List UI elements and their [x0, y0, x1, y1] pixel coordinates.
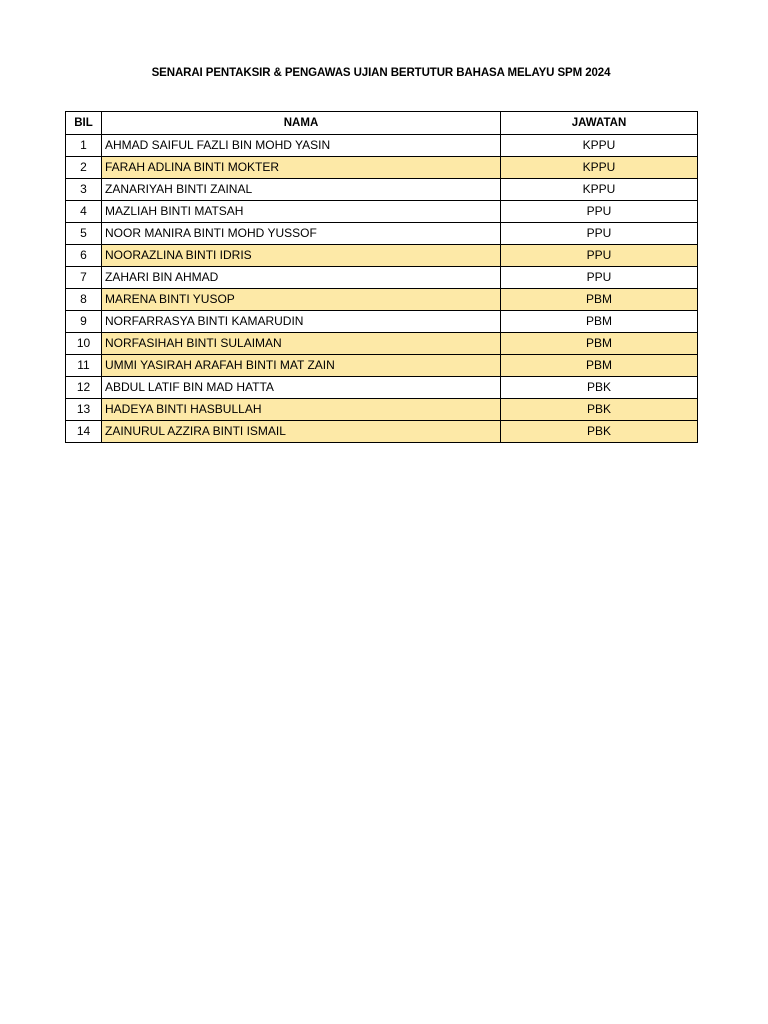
table-row — [66, 377, 698, 399]
cell-nama: ZAINURUL AZZIRA BINTI ISMAIL — [102, 421, 501, 443]
header-row — [66, 112, 698, 135]
table-header — [66, 112, 698, 135]
table-row — [66, 245, 698, 267]
cell-nama: ABDUL LATIF BIN MAD HATTA — [102, 377, 501, 399]
table-row — [66, 201, 698, 223]
page-title: SENARAI PENTAKSIR & PENGAWAS UJIAN BERTUTUR BAHASA MELAYU SPM 2024 — [151, 67, 611, 79]
cell-bil: 6 — [66, 245, 102, 267]
cell-bil: 11 — [66, 355, 102, 377]
table-row — [66, 223, 698, 245]
table-row — [66, 355, 698, 377]
cell-bil: 12 — [66, 377, 102, 399]
cell-bil: 4 — [66, 201, 102, 223]
cell-nama: NORFARRASYA BINTI KAMARUDIN — [102, 311, 501, 333]
cell-jawatan: KPPU — [501, 179, 698, 201]
cell-jawatan: PBM — [501, 333, 698, 355]
cell-bil: 14 — [66, 421, 102, 443]
table-row — [66, 289, 698, 311]
header-jawatan: JAWATAN — [501, 112, 698, 135]
cell-bil: 3 — [66, 179, 102, 201]
table-row — [66, 333, 698, 355]
cell-nama: NORFASIHAH BINTI SULAIMAN — [102, 333, 501, 355]
cell-nama: UMMI YASIRAH ARAFAH BINTI MAT ZAIN — [102, 355, 501, 377]
table-body — [66, 135, 698, 443]
cell-nama: NOOR MANIRA BINTI MOHD YUSSOF — [102, 223, 501, 245]
cell-bil: 10 — [66, 333, 102, 355]
cell-jawatan: PBM — [501, 355, 698, 377]
table-row — [66, 399, 698, 421]
cell-nama: ZANARIYAH BINTI ZAINAL — [102, 179, 501, 201]
cell-jawatan: KPPU — [501, 135, 698, 157]
cell-jawatan: PBK — [501, 421, 698, 443]
cell-nama: MAZLIAH BINTI MATSAH — [102, 201, 501, 223]
cell-nama: MARENA BINTI YUSOP — [102, 289, 501, 311]
cell-nama: AHMAD SAIFUL FAZLI BIN MOHD YASIN — [102, 135, 501, 157]
table-row — [66, 267, 698, 289]
table-row — [66, 157, 698, 179]
cell-nama: FARAH ADLINA BINTI MOKTER — [102, 157, 501, 179]
cell-bil: 5 — [66, 223, 102, 245]
cell-jawatan: PPU — [501, 267, 698, 289]
cell-bil: 9 — [66, 311, 102, 333]
cell-jawatan: PPU — [501, 201, 698, 223]
cell-bil: 7 — [66, 267, 102, 289]
roster-table — [65, 111, 698, 443]
cell-jawatan: PBK — [501, 377, 698, 399]
header-nama: NAMA — [102, 112, 501, 135]
cell-bil: 8 — [66, 289, 102, 311]
cell-jawatan: KPPU — [501, 157, 698, 179]
cell-jawatan: PBK — [501, 399, 698, 421]
cell-bil: 2 — [66, 157, 102, 179]
cell-nama: NOORAZLINA BINTI IDRIS — [102, 245, 501, 267]
cell-bil: 13 — [66, 399, 102, 421]
cell-nama: HADEYA BINTI HASBULLAH — [102, 399, 501, 421]
table-row — [66, 421, 698, 443]
cell-nama: ZAHARI BIN AHMAD — [102, 267, 501, 289]
cell-bil: 1 — [66, 135, 102, 157]
cell-jawatan: PPU — [501, 245, 698, 267]
table-row — [66, 179, 698, 201]
cell-jawatan: PPU — [501, 223, 698, 245]
cell-jawatan: PBM — [501, 289, 698, 311]
table-row — [66, 311, 698, 333]
table-row — [66, 135, 698, 157]
header-bil: BIL — [66, 112, 102, 135]
cell-jawatan: PBM — [501, 311, 698, 333]
